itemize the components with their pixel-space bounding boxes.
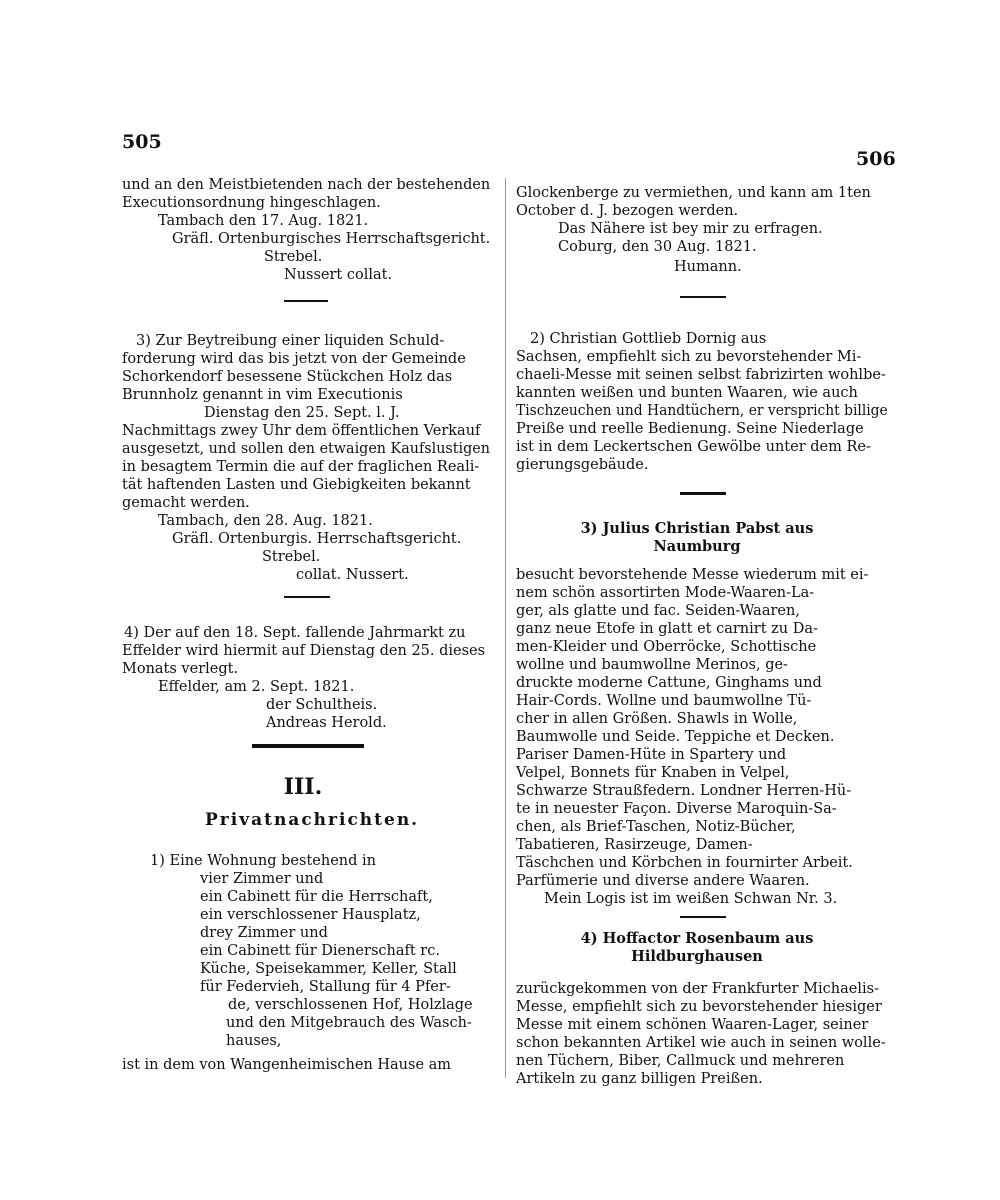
text-line: vier Zimmer und [200,871,324,887]
separator-dash [284,300,328,302]
text-line: Nachmittags zwey Uhr dem öffentlichen Verkauf [122,423,481,439]
signature-line: Strebel. [264,249,323,265]
text-line: Monats verlegt. [122,661,239,677]
section-title: Privatnachrichten. [205,810,420,830]
text-line: und an den Meistbietenden nach der bestehenden [122,177,491,193]
text-line: kannten weißen und bunten Waaren, wie auch [516,385,858,401]
text-line: Sachsen, empfiehlt sich zu bevorstehender Mi- [516,349,862,365]
text-line: ein verschlossener Hausplatz, [200,907,421,923]
text-line: Küche, Speisekammer, Keller, Stall [200,961,457,977]
text-line: de, verschlossenen Hof, Holzlage [228,997,473,1013]
text-line: ger, als glatte und fac. Seiden-Waaren, [516,603,800,619]
text-line: Velpel, Bonnets für Knaben in Velpel, [516,765,790,781]
text-line: Artikeln zu ganz billigen Preißen. [516,1071,763,1087]
text-line: Parfümerie und diverse andere Waaren. [516,873,810,889]
text-line: chen, als Brief-Taschen, Notiz-Bücher, [516,819,796,835]
text-line: Hair-Cords. Wollne und baumwollne Tü- [516,693,812,709]
text-line: tät haftenden Lasten und Giebigkeiten bekannt [122,477,471,493]
notice-heading: Naumburg [653,538,741,555]
separator-dash [284,596,330,598]
text-line: Tabatieren, Rasirzeuge, Damen- [516,837,753,853]
text-line: Effelder wird hiermit auf Dienstag den 25. dieses [122,643,486,659]
text-line: Tischzeuchen und Handtüchern, er verspricht billige [516,403,888,419]
text-line: Das Nähere ist bey mir zu erfragen. [558,221,823,237]
signature-line: collat. Nussert. [296,567,409,583]
page-number-right: 506 [856,148,896,170]
text-line: chaeli-Messe mit seinen selbst fabrizirten wohlbe- [516,367,886,383]
text-line: Schorkendorf besessene Stückchen Holz das [122,369,453,385]
notice-heading: 4) Hoffactor Rosenbaum aus [580,930,814,947]
text-line: druckte moderne Cattune, Ginghams und [516,675,822,691]
text-line: gierungsgebäude. [516,457,649,473]
separator-dash [680,296,726,298]
text-line: October d. J. bezogen werden. [516,203,739,219]
signature-line: Andreas Herold. [266,715,387,731]
page-number-left: 505 [122,131,162,153]
text-line: nem schön assortirten Mode-Waaren-La- [516,585,815,601]
signature-line: Strebel. [262,549,321,565]
text-line: cher in allen Größen. Shawls in Wolle, [516,711,798,727]
text-line: ist in dem von Wangenheimischen Hause am [122,1057,452,1073]
signature-line: Gräfl. Ortenburgis. Herrschaftsgericht. [172,531,462,547]
text-line: Schwarze Straußfedern. Londner Herren-Hü- [516,783,852,799]
text-line: Messe, empfiehlt sich zu bevorstehender hiesiger [516,999,882,1015]
notice-heading: 3) Julius Christian Pabst aus [580,520,814,537]
text-line: 2) Christian Gottlieb Dornig aus [530,331,767,347]
text-line: 1) Eine Wohnung bestehend in [150,853,376,869]
signature-line: Humann. [674,259,742,275]
column-divider [505,178,506,1078]
text-line: zurückgekommen von der Frankfurter Michaelis- [516,981,879,997]
text-line: Messe mit einem schönen Waaren-Lager, seiner [516,1017,869,1033]
separator-dash [680,916,726,918]
text-line: und den Mitgebrauch des Wasch- [226,1015,472,1031]
text-line: ist in dem Leckertschen Gewölbe unter dem Re- [516,439,871,455]
text-line: Brunnholz genannt in vim Executionis [122,387,403,403]
text-line: forderung wird das bis jetzt von der Gemeinde [122,351,466,367]
separator-dash [680,492,726,495]
text-line: Executionsordnung hingeschlagen. [122,195,381,211]
text-line: gemacht werden. [122,495,250,511]
text-line: ein Cabinett für Dienerschaft rc. [200,943,440,959]
text-line: Coburg, den 30 Aug. 1821. [558,239,757,255]
text-line: schon bekannten Artikel wie auch in seinen wolle- [516,1035,886,1051]
text-line: 3) Zur Beytreibung einer liquiden Schuld- [136,333,445,349]
signature-line: der Schultheis. [266,697,378,713]
text-line: te in neuester Façon. Diverse Maroquin-Sa- [516,801,837,817]
text-line: ausgesetzt, und sollen den etwaigen Kaufslustigen [122,441,490,457]
text-line: Baumwolle und Seide. Teppiche et Decken. [516,729,835,745]
text-line: Pariser Damen-Hüte in Spartery und [516,747,787,763]
text-line: Tambach den 17. Aug. 1821. [158,213,369,229]
text-line: Effelder, am 2. Sept. 1821. [158,679,355,695]
text-line: 4) Der auf den 18. Sept. fallende Jahrmarkt zu [124,625,466,641]
text-line: besucht bevorstehende Messe wiederum mit ei- [516,567,869,583]
text-line: drey Zimmer und [200,925,328,941]
text-line: für Federvieh, Stallung für 4 Pfer- [200,979,451,995]
text-line: ein Cabinett für die Herrschaft, [200,889,433,905]
date-line: Dienstag den 25. Sept. l. J. [204,405,400,421]
text-line: hauses, [226,1033,282,1049]
section-number: III. [283,774,323,800]
text-line: ganz neue Etofe in glatt et carnirt zu Da- [516,621,818,637]
text-line: Glockenberge zu vermiethen, und kann am 1ten [516,185,871,201]
signature-line: Gräfl. Ortenburgisches Herrschaftsgericht. [172,231,491,247]
text-line: Täschchen und Körbchen in fournirter Arbeit. [516,855,853,871]
text-line: nen Tüchern, Biber, Callmuck und mehreren [516,1053,845,1069]
signature-line: Nussert collat. [284,267,393,283]
text-line: in besagtem Termin die auf der fraglichen Reali- [122,459,480,475]
text-line: Mein Logis ist im weißen Schwan Nr. 3. [544,891,838,907]
text-line: wollne und baumwollne Merinos, ge- [516,657,788,673]
section-rule [252,744,364,748]
text-line: Preiße und reelle Bedienung. Seine Niederlage [516,421,864,437]
notice-heading: Hildburghausen [631,948,763,965]
text-line: Tambach, den 28. Aug. 1821. [158,513,373,529]
text-line: men-Kleider und Oberröcke, Schottische [516,639,817,655]
